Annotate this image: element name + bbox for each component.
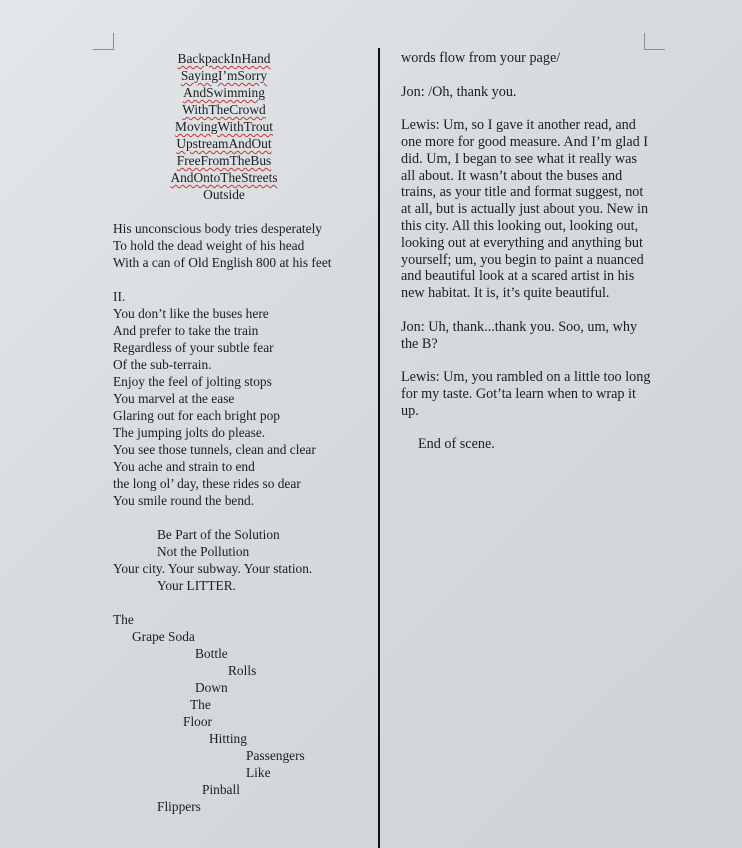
title-line: UpstreamAndOut <box>176 136 272 151</box>
title-line: AndSwimming <box>183 85 265 100</box>
ad-line: Not the Pollution <box>157 544 250 559</box>
falling-word: Floor <box>183 714 213 729</box>
ad-line: Your city. Your subway. Your station. <box>113 561 313 576</box>
script-paragraph: Jon: Uh, thank...thank you. Soo, um, why the B? <box>401 318 638 352</box>
poem-line: Glaring out for each bright pop <box>113 408 280 423</box>
poem-line: With a can of Old English 800 at his feet <box>113 255 332 270</box>
script-paragraph: Jon: /Oh, thank you. <box>401 83 517 100</box>
poem-line: You see those tunnels, clean and clear <box>113 442 316 457</box>
margin-corner-top-left <box>93 33 114 50</box>
stanza-one <box>113 220 371 271</box>
falling-word: Grape Soda <box>132 629 195 644</box>
title-line: Outside <box>203 187 245 202</box>
falling-word: Down <box>195 680 228 695</box>
poem-line: And prefer to take the train <box>113 323 259 338</box>
title-line: AndOntoTheStreets <box>170 170 278 185</box>
margin-corner-top-right <box>644 33 665 50</box>
subway-ad <box>113 526 371 594</box>
falling-word: Flippers <box>157 799 201 814</box>
poem-line: His unconscious body tries desperately <box>113 221 322 236</box>
falling-word: Rolls <box>228 663 257 678</box>
poem-line: Enjoy the feel of jolting stops <box>113 374 272 389</box>
title-line: MovingWithTrout <box>175 119 273 134</box>
falling-word: The <box>190 697 211 712</box>
falling-words <box>113 611 371 814</box>
falling-word: Hitting <box>209 731 247 746</box>
title-line: BackpackInHand <box>177 51 271 66</box>
poem-line: You don’t like the buses here <box>113 306 269 321</box>
poem-line: You smile round the bend. <box>113 493 255 508</box>
poem-line: You ache and strain to end <box>113 459 255 474</box>
falling-word: Bottle <box>195 646 228 661</box>
poem-title <box>113 50 335 203</box>
title-line: SayingI’mSorry <box>180 68 268 83</box>
title-line: FreeFromTheBus <box>176 153 272 168</box>
poem-line: the long ol’ day, these rides so dear <box>113 476 301 491</box>
poem-line: To hold the dead weight of his head <box>113 238 305 253</box>
script-paragraph: Lewis: Um, you rambled on a little too long for my taste. Got’ta learn when to wrap it up. <box>401 369 651 419</box>
script-paragraph: Lewis: Um, so I gave it another read, and one more for good measure. And I’m glad I did. Um, I began to see what it really was all about. It wasn’t about the buses and trains, as your title and format suggest, not at all, but is actually just about you. New in this city. All this looking out, looking out, looking out at everything and anything but yourself; um, you begin to paint a nuanced and beautiful look at a scared artist in his new habitat. It is, it’s quite beautiful. <box>401 117 649 302</box>
section-number: II. <box>113 289 126 304</box>
falling-word: The <box>113 612 134 627</box>
stanza-two <box>113 288 371 509</box>
right-column <box>401 50 651 470</box>
ad-line: Be Part of the Solution <box>157 527 280 542</box>
falling-word: Like <box>246 765 271 780</box>
poem-line: The jumping jolts do please. <box>113 425 266 440</box>
title-line: WithTheCrowd <box>182 102 266 117</box>
poem-line: Of the sub-terrain. <box>113 357 212 372</box>
poem-line: You marvel at the ease <box>113 391 235 406</box>
column-divider <box>378 48 380 848</box>
left-column <box>113 50 371 814</box>
end-of-scene: End of scene. <box>418 436 495 453</box>
script-paragraph: words flow from your page/ <box>401 50 561 66</box>
falling-word: Pinball <box>202 782 240 797</box>
poem-line: Regardless of your subtle fear <box>113 340 274 355</box>
ad-line: Your LITTER. <box>157 578 236 593</box>
falling-word: Passengers <box>246 748 305 763</box>
